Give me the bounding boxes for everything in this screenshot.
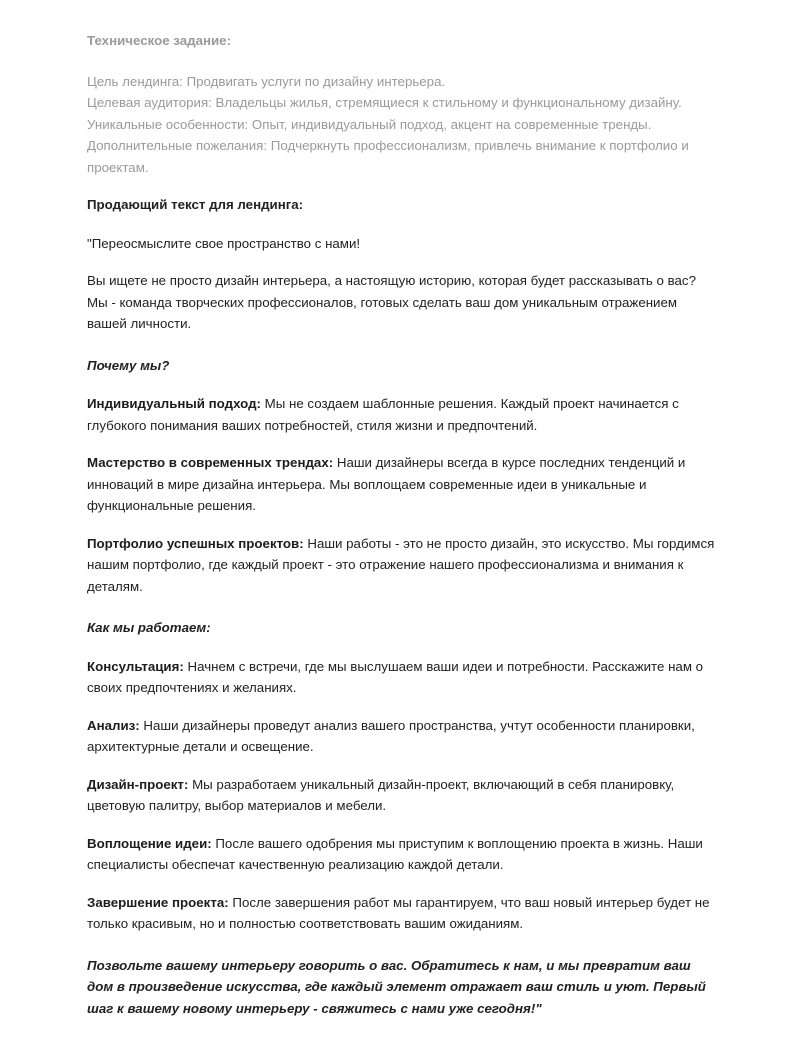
spec-item-value: Опыт, индивидуальный подход, акцент на современные тренды. [251,116,652,132]
why-us-point [87,533,720,598]
how-we-work-step [87,833,720,876]
how-we-work-step-label: Анализ: [87,717,140,733]
why-us-heading: Почему мы? [87,357,170,373]
why-us-point-text: Наши дизайнеры всегда в курсе последних тенденций и инноваций в мире дизайна интерьера. Мы воплощаем современные идеи в уникальные и функциональные решения. [87,455,686,513]
how-we-work-step [87,715,720,758]
how-we-work-step-label: Консультация: [87,658,184,674]
spec-item-value: Владельцы жилья, стремящиеся к стильному и функциональному дизайну. [215,95,682,110]
spec-item-label: Целевая аудитория: [87,95,212,110]
copy-heading: Продающий текст для лендинга: [87,197,304,212]
why-us-point-label: Портфолио успешных проектов: [87,535,304,551]
spec-item-label: Дополнительные пожелания: [87,138,268,153]
why-us-point-label: Мастерство в современных трендах: [87,455,334,470]
document-body [87,30,720,1019]
how-we-work-step [87,892,720,935]
why-us-point-text: Мы не создаем шаблонные решения. Каждый проект начинается с глубокого понимания ваших потребностей, стиля жизни и предпочтений. [87,396,679,433]
why-us-point [87,452,720,517]
spec-item [87,114,720,136]
why-us-point-label: Индивидуальный подход: [87,396,261,411]
why-us-point [87,393,720,436]
copy-intro-paragraph: Вы ищете не просто дизайн интерьера, а настоящую историю, которая будет рассказывать о вас? Мы - команда творческих профессионалов, готовых сделать ваш дом уникальным отражением вашей личности. [87,273,696,331]
spec-item-label: Уникальные особенности: [87,116,249,132]
how-we-work-step [87,774,720,817]
spec-item [87,71,720,93]
spec-item-label: Цель лендинга: [87,73,183,89]
why-us-point-text: Наши работы - это не просто дизайн, это искусство. Мы гордимся нашим портфолио, где каждый проект - это отражение нашего профессионализма и внимания к деталям. [87,535,715,594]
spec-item [87,92,720,114]
how-we-work-step-text: После вашего одобрения мы приступим к воплощению проекта в жизнь. Наши специалисты обеспечат качественную реализацию каждой детали. [87,835,703,872]
spec-item-value: Подчеркнуть профессионализм, привлечь внимание к портфолио и проектам. [87,138,689,175]
how-we-work-step-label: Воплощение идеи: [87,835,212,851]
how-we-work-step-label: Дизайн-проект: [87,776,189,792]
spec-item-value: Продвигать услуги по дизайну интерьера. [186,73,446,89]
spec-heading: Техническое задание: [87,33,231,48]
copy-opening-line: "Переосмыслите свое пространство с нами! [87,235,361,251]
how-we-work-step-text: Наши дизайнеры проведут анализ вашего пространства, учтут особенности планировки, архитектурные детали и освещение. [87,717,695,754]
spec-list [87,71,720,179]
how-we-work-step-text: Мы разработаем уникальный дизайн-проект, включающий в себя планировку, цветовую палитру, выбор материалов и мебели. [87,776,675,813]
how-we-work-heading: Как мы работаем: [87,620,211,635]
how-we-work-step-label: Завершение проекта: [87,894,229,910]
closing-call-to-action: Позвольте вашему интерьеру говорить о вас. Обратитесь к нам, и мы превратим ваш дом в произведение искусства, где каждый элемент отражает ваш стиль и уют. Первый шаг к вашему новому интерьеру - свяжитесь с нами уже сегодня!" [87,957,706,1016]
how-we-work-step-text: Начнем с встречи, где мы выслушаем ваши идеи и потребности. Расскажите нам о своих предпочтениях и желаниях. [87,658,704,695]
spec-item [87,135,720,178]
how-we-work-step-text: После завершения работ мы гарантируем, что ваш новый интерьер будет не только красивым, но и полностью соответствовать вашим ожиданиям. [87,894,710,931]
how-we-work-step [87,656,720,699]
